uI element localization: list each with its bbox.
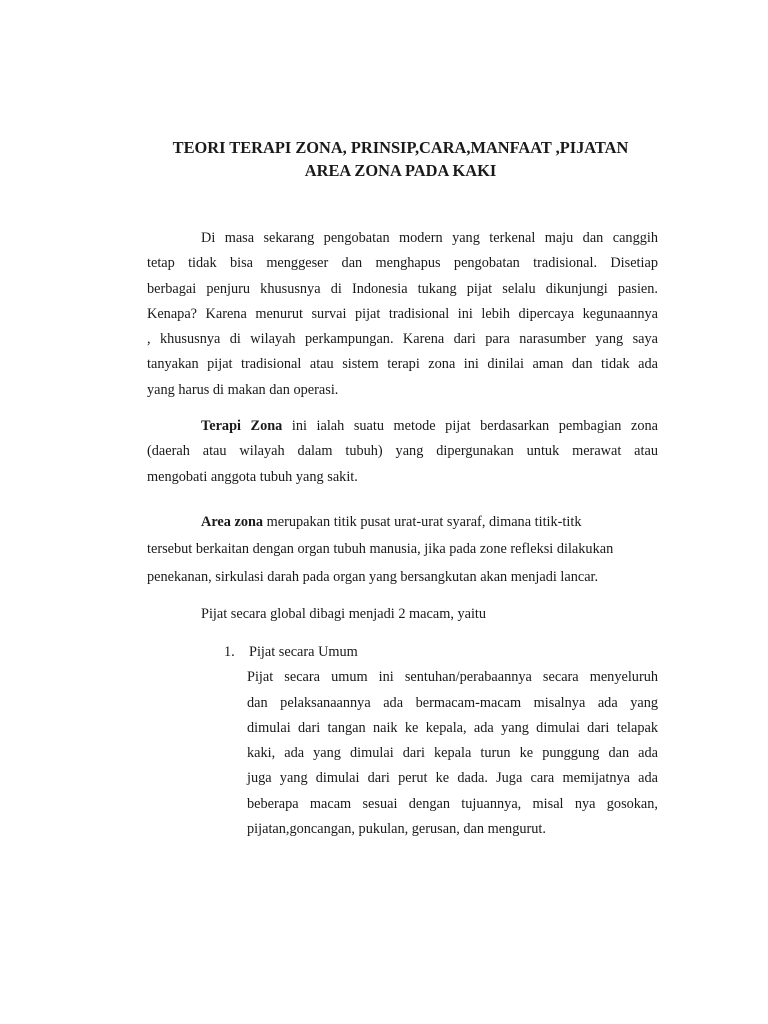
list-item-body bbox=[224, 665, 658, 842]
paragraph-line: mengobati anggota tubuh yang sakit. bbox=[147, 468, 358, 485]
paragraph-line: tanyakan pijat tradisional atau sistem terapi zona ini dinilai aman dan tidak ada bbox=[147, 356, 658, 373]
paragraph-line: Kenapa? Karena menurut survai pijat tradisional ini lebih dipercaya kegunaannya bbox=[147, 305, 658, 322]
paragraph-line: penekanan, sirkulasi darah pada organ yang bersangkutan akan menjadi lancar. bbox=[147, 568, 599, 585]
paragraph-line: , khususnya di wilayah perkampungan. Karena dari para narasumber yang saya bbox=[147, 331, 658, 348]
paragraph-line bbox=[147, 414, 658, 439]
list-item-number: 1. bbox=[224, 644, 235, 660]
paragraph-line: Di masa sekarang pengobatan modern yang terkenal maju dan canggih bbox=[201, 230, 658, 246]
list-item-title: Pijat secara Umum bbox=[249, 644, 358, 660]
document-title bbox=[130, 136, 671, 182]
paragraph-line: yang harus di makan dan operasi. bbox=[147, 381, 339, 398]
list-body-line: Pijat secara umum ini sentuhan/perabaannya secara menyeluruh bbox=[247, 669, 658, 686]
list-body-line: dimulai dari tangan naik ke kepala, ada yang dimulai dari telapak bbox=[247, 719, 658, 736]
paragraph-line-rest: ini ialah suatu metode pijat berdasarkan pembagian zona bbox=[282, 418, 658, 434]
title-line-1: TEORI TERAPI ZONA, PRINSIP,CARA,MANFAAT ,PIJATAN bbox=[172, 138, 629, 157]
paragraph-area-zona bbox=[147, 510, 658, 590]
list-body-line: dan pelaksanaannya ada bermacam-macam misalnya ada yang bbox=[247, 694, 658, 711]
term-terapi-zona: Terapi Zona bbox=[201, 418, 283, 434]
paragraph-line-rest: merupakan titik pusat urat-urat syaraf, dimana titik-titk bbox=[263, 514, 582, 530]
list-body-line: beberapa macam sesuai dengan tujuannya, misal nya gosokan, bbox=[247, 795, 658, 812]
paragraph-line: tetap tidak bisa menggeser dan menghapus pengobatan tradisional. Disetiap bbox=[147, 255, 658, 272]
paragraph-line: tersebut berkaitan dengan organ tubuh manusia, jika pada zone refleksi dilakukan bbox=[147, 541, 614, 558]
term-area-zona: Area zona bbox=[201, 514, 264, 530]
massage-type-list bbox=[224, 640, 658, 842]
title-line-2: AREA ZONA PADA KAKI bbox=[304, 161, 497, 180]
paragraph-line: Pijat secara global dibagi menjadi 2 macam, yaitu bbox=[201, 606, 487, 622]
paragraph-line bbox=[147, 510, 658, 535]
paragraph-global bbox=[147, 602, 658, 627]
list-body-line: kaki, ada yang dimulai dari kepala turun ke punggung dan ada bbox=[247, 745, 658, 762]
list-body-line: pijatan,goncangan, pukulan, gerusan, dan mengurut. bbox=[247, 821, 546, 838]
list-body-line: juga yang dimulai dari perut ke dada. Juga cara memijatnya ada bbox=[247, 770, 658, 787]
paragraph-line: (daerah atau wilayah dalam tubuh) yang dipergunakan untuk merawat atau bbox=[147, 443, 658, 460]
paragraph-intro bbox=[147, 226, 658, 403]
list-item bbox=[224, 640, 658, 842]
paragraph-line: berbagai penjuru khususnya di Indonesia tukang pijat selalu dikunjungi pasien. bbox=[147, 280, 658, 297]
paragraph-terapi-zona bbox=[147, 414, 658, 490]
list-item-heading bbox=[224, 640, 658, 665]
